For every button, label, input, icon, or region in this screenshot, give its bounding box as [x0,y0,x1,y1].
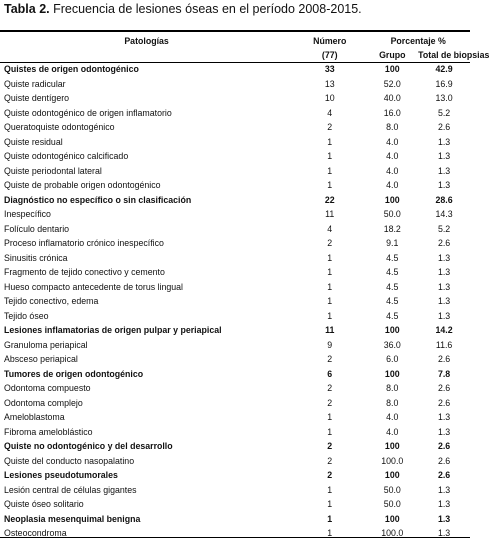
cell-numero: 2 [327,455,333,466]
cell-patologia: Quistes de origen odontogénico [4,64,139,75]
cell-numero: 6 [327,368,333,379]
cell-grupo: 40.0 [383,93,401,104]
cell-numero: 33 [324,64,335,75]
cell-grupo: 50.0 [383,209,401,220]
cell-patologia: Lesiones inflamatorias de origen pulpar y periapical [4,325,222,336]
cell-grupo: 36.0 [383,339,401,350]
table-row [0,149,470,164]
cell-patologia: Quiste dentígero [4,93,70,104]
cell-numero: 1 [327,528,333,539]
table-row [0,265,470,280]
cell-patologia: Absceso periapical [4,354,78,365]
cell-patologia: Ameloblastoma [4,412,65,423]
table-group-row [0,439,470,454]
cell-total: 14.2 [435,325,453,336]
header-empty [0,48,293,62]
cell-numero: 11 [325,325,335,336]
cell-patologia: Quiste radicular [4,78,66,89]
cell-patologia: Quiste óseo solitario [4,499,84,510]
cell-grupo: 100 [384,325,400,336]
table-row [0,91,470,106]
header-total-n: (77) [321,50,338,60]
cell-grupo: 18.2 [383,223,401,234]
cell-numero: 1 [327,412,333,423]
cell-total: 2.6 [437,397,451,408]
cell-total: 2.6 [437,441,451,452]
table-row [0,178,470,193]
cell-total: 1.3 [437,252,451,263]
cell-grupo: 8.0 [386,383,399,394]
cell-patologia: Fibroma ameloblástico [4,426,93,437]
table-row [0,381,470,396]
cell-grupo: 4.0 [386,136,399,147]
cell-numero: 1 [327,136,333,147]
table-row [0,483,470,498]
table-row [0,251,470,266]
cell-grupo: 4.5 [386,252,399,263]
table-group-row [0,193,470,208]
cell-grupo: 50.0 [383,484,401,495]
table-row [0,454,470,469]
cell-total: 2.6 [437,122,451,133]
cell-patologia: Odontoma complejo [4,397,83,408]
cell-numero: 1 [327,180,333,191]
cell-patologia: Queratoquiste odontogénico [4,122,115,133]
table-row [0,294,470,309]
table-row [0,352,470,367]
table-row [0,526,470,541]
cell-grupo: 100 [384,194,400,205]
table-row [0,222,470,237]
cell-total: 16.9 [435,78,453,89]
table-group-row [0,468,470,483]
table-row [0,164,470,179]
cell-grupo: 100 [384,368,400,379]
cell-grupo: 4.0 [386,165,399,176]
cell-patologia: Proceso inflamatorio crónico inespecífico [4,238,164,249]
table-row [0,280,470,295]
cell-numero: 10 [324,93,335,104]
cell-numero: 1 [327,165,333,176]
table-row [0,497,470,512]
cell-patologia: Tumores de origen odontogénico [4,368,144,379]
cell-total: 7.8 [437,368,451,379]
table-row [0,236,470,251]
cell-grupo: 9.1 [386,238,399,249]
cell-total: 2.6 [437,354,451,365]
table-row [0,106,470,121]
cell-grupo: 100.0 [381,455,404,466]
header-numero: Número [313,35,347,46]
header-patologias: Patologías [124,35,169,46]
cell-grupo: 100 [384,470,400,481]
table-group-row [0,512,470,527]
table-top-rule [0,30,470,32]
cell-patologia: Tejido conectivo, edema [4,296,99,307]
table-row [0,309,470,324]
cell-numero: 2 [327,383,333,394]
cell-total: 1.3 [437,412,451,423]
cell-patologia: Quiste de probable origen odontogénico [4,180,161,191]
cell-total: 2.6 [437,470,451,481]
cell-numero: 2 [327,354,333,365]
table-group-row [0,62,470,77]
cell-total: 1.3 [437,165,451,176]
cell-grupo: 6.0 [386,354,399,365]
table-subheader-row [0,48,470,62]
cell-numero: 2 [327,122,333,133]
cell-total: 1.3 [437,151,451,162]
cell-total: 1.3 [437,310,451,321]
table-caption [4,2,362,16]
cell-grupo: 8.0 [386,397,399,408]
cell-numero: 1 [327,513,333,524]
cell-patologia: Folículo dentario [4,223,70,234]
cell-numero: 2 [327,470,333,481]
table-row [0,120,470,135]
cell-grupo: 8.0 [386,122,399,133]
cell-numero: 2 [327,441,333,452]
cell-numero: 2 [327,397,333,408]
cell-numero: 1 [327,267,333,278]
cell-patologia: Neoplasia mesenquimal benigna [4,513,141,524]
cell-grupo: 4.0 [386,180,399,191]
table-row [0,396,470,411]
cell-total: 2.6 [437,383,451,394]
cell-patologia: Quiste periodontal lateral [4,165,102,176]
cell-grupo: 100.0 [381,528,404,539]
cell-total: 1.3 [437,180,451,191]
cell-numero: 2 [327,238,333,249]
cell-numero: 1 [327,281,333,292]
header-grupo: Grupo [379,50,406,60]
cell-patologia: Granuloma periapical [4,339,88,350]
cell-grupo: 4.5 [386,281,399,292]
cell-patologia: Quiste residual [4,136,63,147]
table-caption-text: Frecuencia de lesiones óseas en el período 2008-2015. [49,2,362,16]
cell-total: 1.3 [437,281,451,292]
cell-numero: 1 [327,151,333,162]
table-row [0,410,470,425]
cell-total: 1.3 [437,296,451,307]
cell-numero: 11 [325,209,335,220]
cell-total: 11.6 [435,339,453,350]
cell-patologia: Quiste odontogénico calcificado [4,151,129,162]
cell-numero: 1 [327,499,333,510]
cell-total: 28.6 [435,194,453,205]
cell-numero: 4 [327,107,333,118]
cell-patologia: Odontoma compuesto [4,383,91,394]
cell-patologia: Quiste odontogénico de origen inflamatorio [4,107,172,118]
cell-total: 1.3 [437,267,451,278]
cell-total: 5.2 [437,223,451,234]
cell-total: 1.3 [437,136,451,147]
cell-numero: 9 [327,339,333,350]
cell-patologia: Quiste del conducto nasopalatino [4,455,135,466]
cell-total: 1.3 [437,513,451,524]
table-row [0,338,470,353]
cell-numero: 13 [324,78,335,89]
cell-grupo: 16.0 [383,107,401,118]
cell-patologia: Sinusitis crónica [4,252,68,263]
cell-numero: 1 [327,252,333,263]
cell-grupo: 4.5 [386,310,399,321]
table-group-row [0,367,470,382]
cell-numero: 4 [327,223,333,234]
cell-numero: 1 [327,310,333,321]
cell-grupo: 4.0 [386,426,399,437]
cell-patologia: Inespecífico [4,209,51,220]
cell-grupo: 4.5 [386,296,399,307]
cell-total: 5.2 [437,107,451,118]
table-group-row [0,323,470,338]
cell-patologia: Quiste no odontogénico y del desarrollo [4,441,173,452]
table-row [0,425,470,440]
cell-patologia: Hueso compacto antecedente de torus lingual [4,281,183,292]
cell-grupo: 100 [384,64,400,75]
cell-total: 13.0 [435,93,453,104]
cell-grupo: 4.0 [386,151,399,162]
table-caption-label: Tabla 2. [4,2,50,16]
cell-grupo: 50.0 [383,499,401,510]
cell-total: 14.3 [435,209,453,220]
header-porcentaje: Porcentaje % [390,35,446,46]
cell-numero: 1 [327,484,333,495]
cell-patologia: Diagnóstico no específico o sin clasificación [4,194,192,205]
cell-grupo: 52.0 [383,78,401,89]
table-row [0,135,470,150]
header-total-biopsias: Total de biopsias [418,50,489,60]
table-row [0,207,470,222]
cell-patologia: Tejido óseo [4,310,49,321]
cell-grupo: 100 [384,513,400,524]
cell-grupo: 4.0 [386,412,399,423]
cell-total: 1.3 [437,426,451,437]
cell-total: 2.6 [437,455,451,466]
cell-total: 2.6 [437,238,451,249]
cell-patologia: Lesiones pseudotumorales [4,470,118,481]
cell-patologia: Fragmento de tejido conectivo y cemento [4,267,165,278]
cell-numero: 22 [324,194,335,205]
table-row [0,77,470,92]
cell-total: 1.3 [437,499,451,510]
cell-grupo: 100 [384,441,400,452]
cell-numero: 1 [327,426,333,437]
cell-grupo: 4.5 [386,267,399,278]
table-body [0,62,470,541]
cell-numero: 1 [327,296,333,307]
cell-total: 42.9 [435,64,453,75]
lesions-table [0,33,489,541]
cell-total: 1.3 [437,528,451,539]
table-header-row [0,33,470,48]
cell-patologia: Lesión central de células gigantes [4,484,137,495]
cell-total: 1.3 [437,484,451,495]
cell-patologia: Osteocondroma [4,528,67,539]
